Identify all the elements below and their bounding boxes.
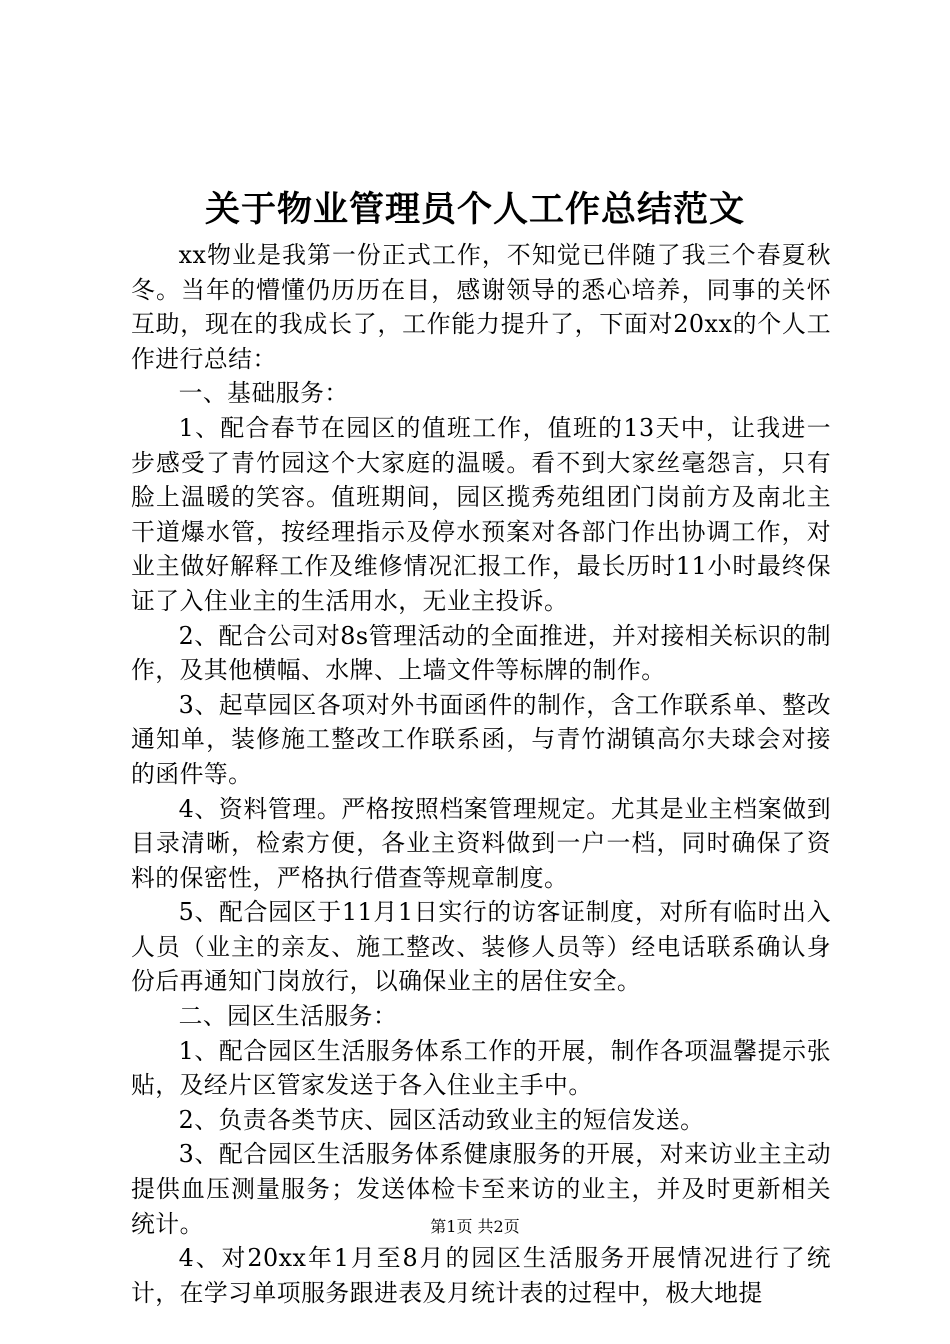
section2-item: 2、负责各类节庆、园区活动致业主的短信发送。 <box>178 1105 705 1134</box>
section1-item: 4、资料管理。严格按照档案管理规定。尤其是业主档案做到目录清晰，检索方便，各业主资料做到一户一档，同时确保了资料的保密性，严格执行借查等规章制度。 <box>131 794 831 892</box>
section1-item: 1、配合春节在园区的值班工作，值班的13天中，让我进一步感受了青竹园这个大家庭的温暖。看不到大家丝毫怨言，只有脸上温暖的笑容。值班期间，园区揽秀苑组团门岗前方及南北主干道爆水管，按经理指示及停水预案对各部门作出协调工作，对业主做好解释工作及维修情况汇报工作，最长历时11小时最终保证了入住业主的生活用水，无业主投诉。 <box>131 413 831 615</box>
page-number-footer: 第1页 共2页 <box>430 1217 520 1236</box>
section-heading-basic-service: 一、基础服务： <box>178 379 349 408</box>
section2-item: 4、对20xx年1月至8月的园区生活服务开展情况进行了统计，在学习单项服务跟进表及月统计表的过程中，极大地提 <box>131 1244 831 1307</box>
section1-item: 2、配合公司对8s管理活动的全面推进，并对接相关标识的制作，及其他横幅、水牌、上墙文件等标牌的制作。 <box>131 621 831 685</box>
document-title: 关于物业管理员个人工作总结范文 <box>204 189 745 230</box>
section2-item: 1、配合园区生活服务体系工作的开展，制作各项温馨提示张贴，及经片区管家发送于各入住业主手中。 <box>131 1036 831 1100</box>
section1-item: 5、配合园区于11月1日实行的访客证制度，对所有临时出入人员（业主的亲友、施工整改、装修人员等）经电话联系确认身份后再通知门岗放行，以确保业主的居住安全。 <box>131 898 831 996</box>
intro-paragraph: xx物业是我第一份正式工作，不知觉已伴随了我三个春夏秋冬。当年的懵懂仍历历在目，感谢领导的悉心培养，同事的关怀互助，现在的我成长了，工作能力提升了，下面对20xx的个人工作进行总结： <box>131 241 831 373</box>
section1-item: 3、起草园区各项对外书面函件的制作，含工作联系单、整改通知单，装修施工整改工作联系函，与青竹湖镇高尔夫球会对接的函件等。 <box>131 690 831 788</box>
document-body <box>131 238 831 1310</box>
section2-item: 3、配合园区生活服务体系健康服务的开展，对来访业主主动提供血压测量服务；发送体检卡至来访的业主，并及时更新相关统计。 <box>131 1140 831 1238</box>
section-heading-life-service: 二、园区生活服务： <box>178 1002 398 1031</box>
